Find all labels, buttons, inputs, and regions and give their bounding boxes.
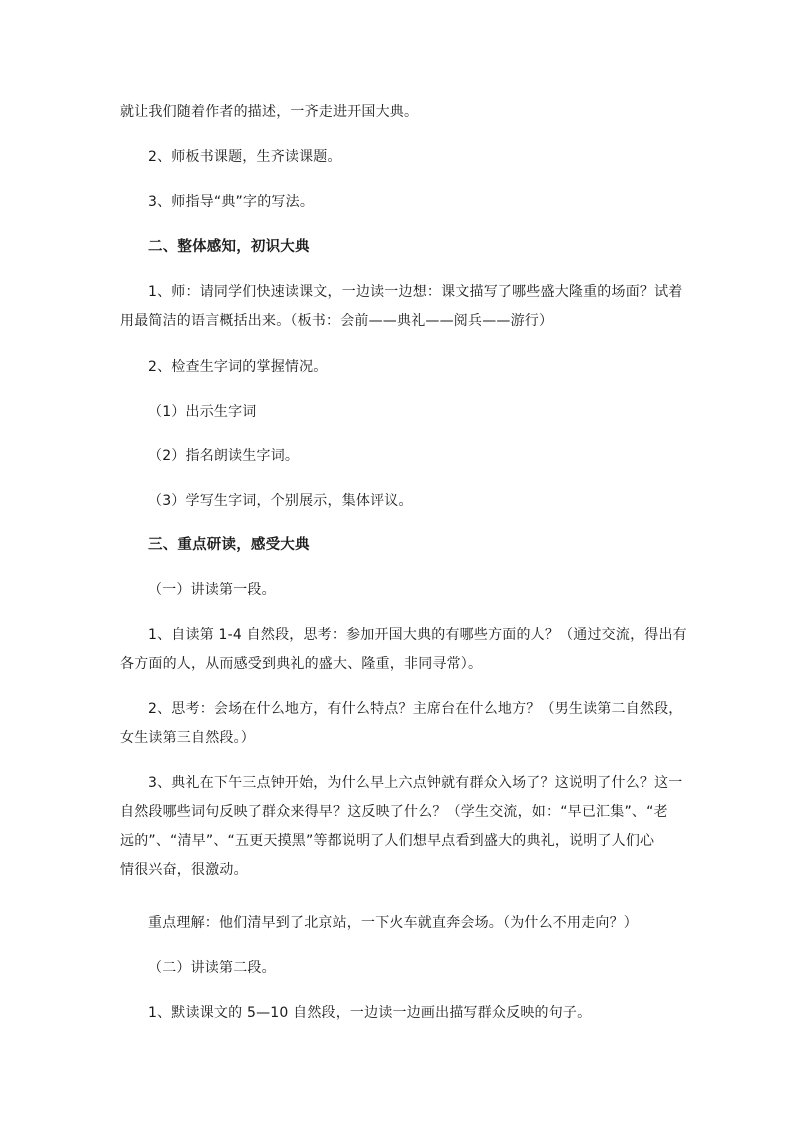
paragraph-line: （2）指名朗读生字词。 bbox=[148, 448, 300, 464]
paragraph-line: 1、自读第 1-4 自然段，思考：参加开国大典的有哪些方面的人？（通过交流，得出有 bbox=[148, 627, 687, 643]
paragraph-line: 1、默读课文的 5—10 自然段，一边读一边画出描写群众反映的句子。 bbox=[148, 1005, 592, 1021]
paragraph-line: 2、思考：会场在什么地方，有什么特点？主席台在什么地方？（男生读第二自然段， bbox=[148, 701, 683, 717]
section-heading: 二、整体感知，初识大典 bbox=[148, 238, 310, 255]
paragraph-line: （3）学写生字词，个别展示，集体评议。 bbox=[148, 493, 413, 509]
paragraph-line: 自然段哪些词句反映了群众来得早？这反映了什么？（学生交流，如：“早已汇集”、“老 bbox=[120, 804, 668, 820]
paragraph-line: 女生读第三自然段。） bbox=[120, 730, 255, 746]
paragraph-line: 3、师指导“典”字的写法。 bbox=[148, 194, 315, 210]
paragraph-line: 3、典礼在下午三点钟开始，为什么早上六点钟就有群众入场了？这说明了什么？这一 bbox=[148, 775, 683, 791]
paragraph-line: 重点理解：他们清早到了北京站，一下火车就直奔会场。（为什么不用走向？） bbox=[148, 915, 638, 931]
paragraph-line: 2、师板书课题，生齐读课题。 bbox=[148, 149, 342, 165]
paragraph-line: 远的”、“清早”、“五更天摸黑”等都说明了人们想早点看到盛大的典礼，说明了人们心 bbox=[120, 833, 655, 849]
paragraph-line: （一）讲读第一段。 bbox=[148, 582, 276, 598]
section-heading: 三、重点研读，感受大典 bbox=[148, 536, 310, 553]
paragraph-line: （1）出示生字词 bbox=[148, 404, 257, 420]
paragraph-line: （二）讲读第二段。 bbox=[148, 960, 276, 976]
paragraph-line: 各方面的人，从而感受到典礼的盛大、隆重，非同寻常）。 bbox=[120, 656, 483, 672]
paragraph-line: 2、检查生字词的掌握情况。 bbox=[148, 359, 328, 375]
paragraph-line: 用最简洁的语言概括出来。（板书：会前——典礼——阅兵——游行） bbox=[120, 313, 554, 329]
paragraph-line: 情很兴奋，很激动。 bbox=[120, 862, 248, 878]
paragraph-line: 1、师：请同学们快速读课文，一边读一边想：课文描写了哪些盛大隆重的场面？试着 bbox=[148, 284, 683, 300]
paragraph-line: 就让我们随着作者的描述，一齐走进开国大典。 bbox=[120, 104, 419, 120]
